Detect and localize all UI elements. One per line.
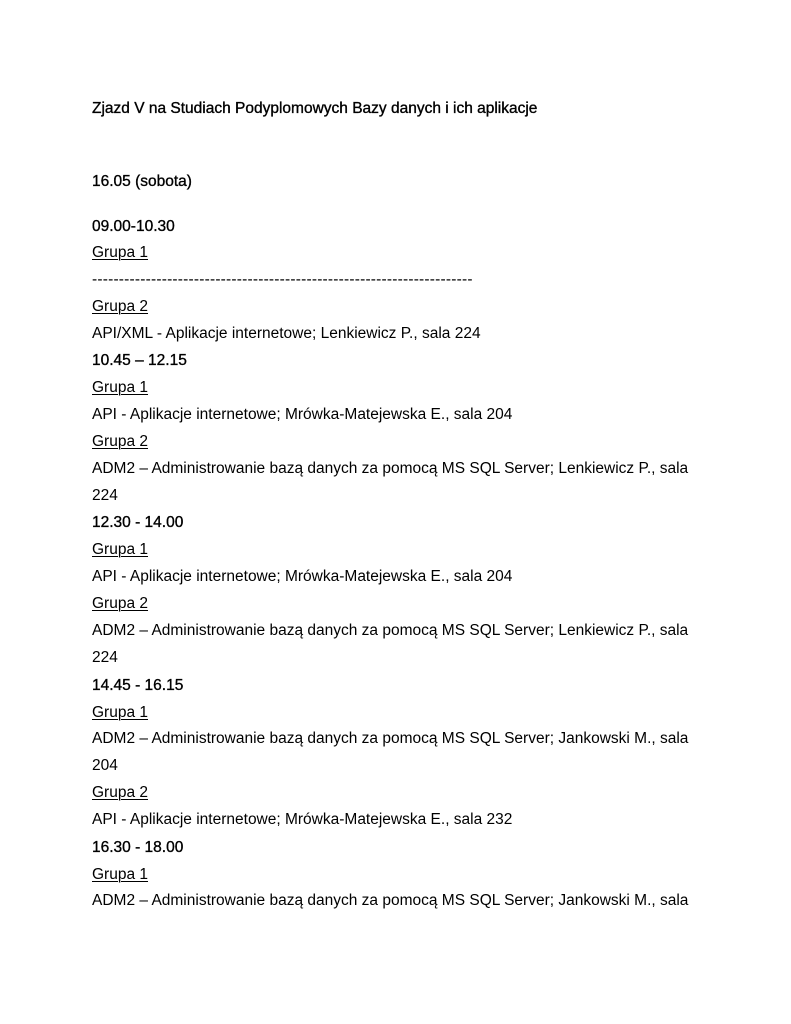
document-title: Zjazd V na Studiach Podyplomowych Bazy danych i ich aplikacje (92, 100, 538, 117)
time-slot-1: 09.00-10.30 (92, 218, 175, 235)
group-1-entry-continued: 204 (92, 757, 118, 774)
group-1-label: Grupa 1 (92, 244, 149, 261)
group-2-entry: ADM2 – Administrowanie bazą danych za pomocą MS SQL Server; Lenkiewicz P., sala (92, 622, 689, 639)
group-2-entry: API/XML - Aplikacje internetowe; Lenkiewicz P., sala 224 (92, 325, 481, 342)
group-2-label: Grupa 2 (92, 595, 149, 612)
group-2-label: Grupa 2 (92, 298, 149, 315)
group-1-entry: ----------------------------------------------------------------------- (92, 271, 473, 288)
group-1-label: Grupa 1 (92, 379, 149, 396)
group-2-entry-continued: 224 (92, 487, 118, 504)
group-2-entry-continued: 224 (92, 649, 118, 666)
time-slot-3: 12.30 - 14.00 (92, 514, 184, 531)
group-2-entry: API - Aplikacje internetowe; Mrówka-Matejewska E., sala 232 (92, 811, 513, 828)
group-1-label: Grupa 1 (92, 866, 149, 883)
day-heading: 16.05 (sobota) (92, 173, 192, 190)
group-1-entry: ADM2 – Administrowanie bazą danych za pomocą MS SQL Server; Jankowski M., sala (92, 730, 689, 747)
group-2-entry: ADM2 – Administrowanie bazą danych za pomocą MS SQL Server; Lenkiewicz P., sala (92, 460, 689, 477)
group-1-entry: ADM2 – Administrowanie bazą danych za pomocą MS SQL Server; Jankowski M., sala (92, 892, 689, 909)
time-slot-4: 14.45 - 16.15 (92, 677, 184, 694)
group-2-label: Grupa 2 (92, 784, 149, 801)
group-2-label: Grupa 2 (92, 433, 149, 450)
group-1-label: Grupa 1 (92, 704, 149, 721)
group-1-entry: API - Aplikacje internetowe; Mrówka-Matejewska E., sala 204 (92, 406, 513, 423)
group-1-entry: API - Aplikacje internetowe; Mrówka-Matejewska E., sala 204 (92, 568, 513, 585)
time-slot-5: 16.30 - 18.00 (92, 839, 184, 856)
time-slot-2: 10.45 – 12.15 (92, 352, 187, 369)
group-1-label: Grupa 1 (92, 541, 149, 558)
